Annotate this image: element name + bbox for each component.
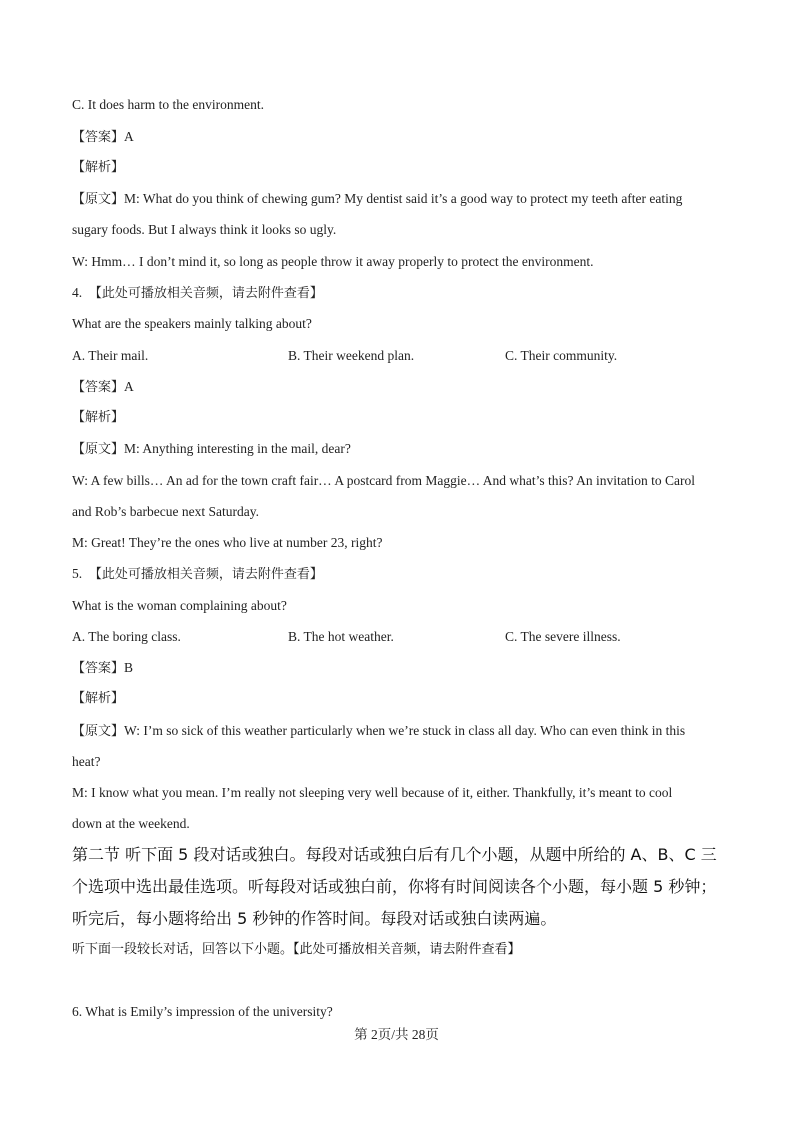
transcript-text: M: Anything interesting in the mail, dear? <box>124 441 351 456</box>
answer-label: 【答案】 <box>72 661 125 676</box>
q5-analysis-label: 【解析】 <box>72 691 125 706</box>
q3-transcript-line-1 <box>72 190 682 209</box>
q4-transcript-line-2: W: A few bills… An ad for the town craft fair… A postcard from Maggie… And what’s this? An invitation to Carol <box>72 473 696 488</box>
q3-option-c: C. It does harm to the environment. <box>72 97 264 112</box>
q4-transcript-line-4: M: Great! They’re the ones who live at number 23, right? <box>72 535 383 550</box>
answer-label: 【答案】 <box>72 130 125 145</box>
q4-analysis-label: 【解析】 <box>72 410 125 425</box>
q4-option-b: B. Their weekend plan. <box>288 348 415 363</box>
q4-header <box>72 284 323 303</box>
transcript-label: 【原文】 <box>72 724 125 739</box>
section2-instructions-line-1: 第二节 听下面 5 段对话或独白。每段对话或独白后有几个小题，从题中所给的 A、B、C 三 <box>72 845 717 864</box>
q4-answer-line <box>72 378 134 397</box>
q5-option-b: B. The hot weather. <box>288 629 394 644</box>
question-number: 5. <box>72 566 83 581</box>
q5-option-a: A. The boring class. <box>72 629 181 644</box>
question-number: 4. <box>72 285 83 300</box>
q3-analysis-label: 【解析】 <box>72 160 125 175</box>
q5-option-c: C. The severe illness. <box>505 629 621 644</box>
audio-note-link[interactable]: 【此处可播放相关音频，请去附件查看】 <box>88 286 323 301</box>
q4-question: What are the speakers mainly talking about? <box>72 316 312 331</box>
q3-transcript-line-3: W: Hmm… I don’t mind it, so long as people throw it away properly to protect the environment. <box>72 254 594 269</box>
transcript-label: 【原文】 <box>72 192 125 207</box>
transcript-text: M: What do you think of chewing gum? My dentist said it’s a good way to protect my teeth after eating <box>124 191 683 206</box>
transcript-label: 【原文】 <box>72 442 125 457</box>
q3-transcript-line-2: sugary foods. But I always think it looks so ugly. <box>72 222 337 237</box>
q5-question: What is the woman complaining about? <box>72 598 287 613</box>
q4-option-a: A. Their mail. <box>72 348 149 363</box>
q5-transcript-line-2: heat? <box>72 754 101 769</box>
answer-label: 【答案】 <box>72 380 125 395</box>
q5-answer-line <box>72 659 133 678</box>
section2-instructions-line-2: 个选项中选出最佳选项。听每段对话或独白前，你将有时间阅读各个小题，每小题 5 秒钟； <box>72 877 717 896</box>
page-footer: 第 2页/共 28页 <box>354 1027 439 1042</box>
answer-value: B <box>124 660 134 675</box>
answer-value: A <box>124 129 134 144</box>
q5-transcript-line-1 <box>72 722 685 741</box>
q4-option-c: C. Their community. <box>505 348 618 363</box>
q3-answer-line <box>72 128 134 147</box>
section2-audio-instruction[interactable]: 听下面一段较长对话，回答以下小题。【此处可播放相关音频，请去附件查看】 <box>72 942 521 957</box>
q5-transcript-line-3: M: I know what you mean. I’m really not sleeping very well because of it, either. Thankfully, it’s meant to cool <box>72 785 673 800</box>
audio-note-link[interactable]: 【此处可播放相关音频，请去附件查看】 <box>88 567 323 582</box>
answer-value: A <box>124 379 134 394</box>
transcript-text: W: I’m so sick of this weather particularly when we’re stuck in class all day. Who can even think in this <box>124 723 686 738</box>
q6-question: 6. What is Emily’s impression of the university? <box>72 1004 333 1019</box>
q4-transcript-line-1 <box>72 440 351 459</box>
q5-transcript-line-4: down at the weekend. <box>72 816 190 831</box>
q5-header <box>72 565 323 584</box>
q4-transcript-line-3: and Rob’s barbecue next Saturday. <box>72 504 259 519</box>
section2-instructions-line-3: 听完后，每小题将给出 5 秒钟的作答时间。每段对话或独白读两遍。 <box>72 909 557 928</box>
